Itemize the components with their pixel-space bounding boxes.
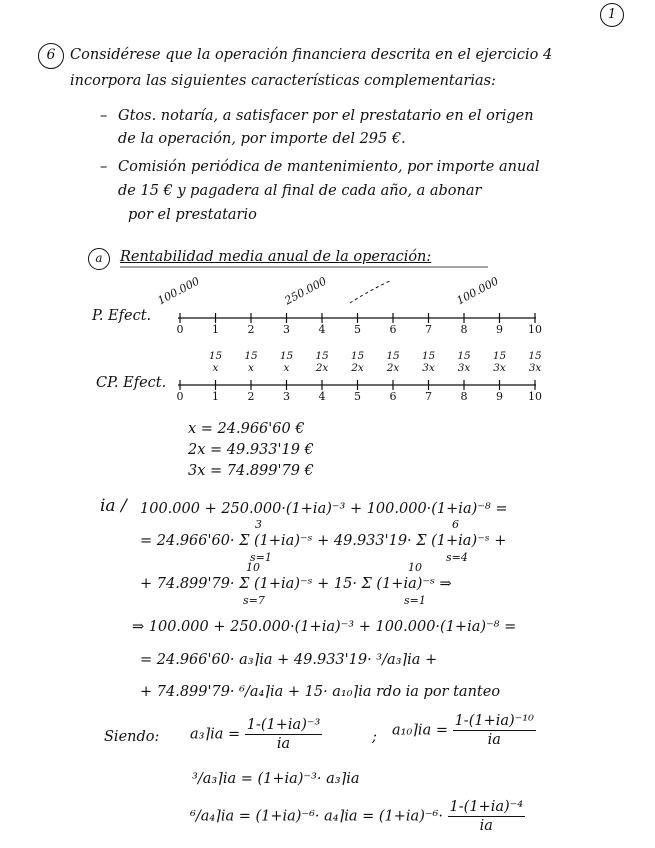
fee-amount: 15 — [279, 350, 294, 362]
timeline-2-tick-label: 9 — [496, 390, 503, 403]
payment-multiplier: 3x — [493, 362, 506, 374]
timeline-2-tick-label: 1 — [212, 390, 219, 403]
a3-lhs: a₃⌉ia = — [190, 726, 241, 743]
equation-line-5: = 24.966'60· a₃⌉ia + 49.933'19· ³/a₃⌉ia + — [140, 652, 438, 668]
fee-amount: 15 — [421, 350, 436, 362]
part-a-marker: a — [88, 248, 110, 270]
d6-numerator: 1-(1+ia)⁻⁴ — [449, 799, 524, 815]
timeline-2-label: CP. Efect. — [96, 375, 167, 391]
fee-amount: 15 — [386, 350, 400, 362]
sum-4-bottom: s=1 — [404, 594, 426, 607]
siendo-label: Siendo: — [104, 729, 160, 745]
payment-multiplier: 2x — [315, 362, 329, 374]
timeline-2-tick-label: 6 — [389, 390, 397, 403]
bullet-dash: – — [100, 108, 108, 124]
bullet-2-line-3: por el prestatario — [128, 207, 257, 223]
timeline-2-tick-label: 4 — [318, 390, 326, 403]
timeline-2-tick-label: 3 — [283, 390, 290, 403]
a10-lhs: a₁₀⌉ia = — [392, 722, 448, 739]
timeline-2-tick-label: 2 — [247, 390, 255, 403]
bullet-1-line-1: Gtos. notaría, a satisfacer por el prestatario en el origen — [118, 108, 534, 124]
fee-amount: 15 — [528, 350, 542, 362]
payment-multiplier: 3x — [457, 362, 471, 374]
value-x: x = 24.966'60 € — [188, 421, 305, 437]
bullet-dash: – — [100, 159, 108, 175]
payment-multiplier: x — [248, 362, 254, 374]
a10-denominator: ia — [487, 732, 501, 748]
d6-denominator: ia — [479, 818, 493, 834]
sum-1-top: 3 — [255, 518, 262, 531]
value-3x: 3x = 74.899'79 € — [188, 463, 314, 479]
sum-3-top: 10 — [246, 561, 260, 574]
a3-numerator: 1-(1+ia)⁻³ — [246, 717, 321, 733]
timeline-2-tick-label: 5 — [354, 390, 361, 403]
fee-amount: 15 — [350, 350, 365, 362]
timeline-1-tick-label: 3 — [283, 323, 290, 336]
timeline-1-tick-label: 9 — [496, 323, 503, 336]
payment-multiplier: x — [283, 362, 290, 374]
part-a-title: Rentabilidad media anual de la operación: — [120, 249, 432, 265]
equation-line-4: ⇒ 100.000 + 250.000·(1+ia)⁻³ + 100.000·(1+ia)⁻⁸ = — [132, 619, 517, 635]
payment-multiplier: x — [212, 362, 219, 374]
equation-line-6: + 74.899'79· ⁶/a₄⌉ia + 15· a₁₀⌉ia rdo ia por tanteo — [140, 684, 501, 700]
sum-3-bottom: s=7 — [243, 594, 265, 607]
timeline-1-amount-8: 100.000 — [454, 274, 501, 308]
payment-multiplier: 3x — [422, 362, 435, 374]
payment-multiplier: 3x — [528, 362, 542, 374]
dashed-curve — [350, 280, 392, 303]
problem-number: 6 — [38, 43, 64, 69]
timeline-1-tick-label: 1 — [212, 323, 219, 336]
bullet-2-line-2: de 15 € y pagadera al final de cada año, a abonar — [118, 183, 482, 199]
timeline-1-tick-label: 10 — [528, 323, 542, 336]
equation-line-2: = 24.966'60· Σ (1+ia)⁻ˢ + 49.933'19· Σ (1+ia)⁻ˢ + — [140, 533, 507, 549]
deferred-3: ³/a₃⌉ia = (1+ia)⁻³· a₃⌉ia — [192, 771, 360, 787]
equation-lead: ia / — [100, 496, 127, 516]
timeline-1-tick-label: 4 — [318, 323, 326, 336]
payment-multiplier: 2x — [386, 362, 400, 374]
timeline-2-tick-label: 8 — [460, 390, 468, 403]
timeline-1-tick-label: 5 — [354, 323, 361, 336]
a3-denominator: ia — [276, 736, 291, 752]
d6-lhs: ⁶/a₄⌉ia = (1+ia)⁻⁶· a₄⌉ia = (1+ia)⁻⁶· — [190, 808, 443, 825]
timeline-1-tick-label: 8 — [460, 323, 468, 336]
fee-amount: 15 — [492, 350, 507, 362]
timeline-1-tick-label: 6 — [389, 323, 397, 336]
timeline-2-tick-label: 10 — [528, 390, 542, 403]
page-number: 1 — [600, 3, 624, 27]
timeline-2-tick-label: 7 — [425, 390, 432, 403]
equation-line-1: 100.000 + 250.000·(1+ia)⁻³ + 100.000·(1+ia)⁻⁸ = — [140, 501, 508, 517]
fee-amount: 15 — [457, 350, 471, 362]
intro-line-2: incorpora las siguientes características complementarias: — [70, 73, 496, 89]
timeline-1-tick-label: 2 — [247, 323, 255, 336]
payment-multiplier: 2x — [351, 362, 364, 374]
intro-line-1: Considérese que la operación financiera descrita en el ejercicio 4 — [70, 47, 553, 63]
fee-amount: 15 — [315, 350, 329, 362]
timeline-1-amount-3: 250.000 — [282, 274, 329, 308]
sum-4-top: 10 — [408, 561, 422, 574]
bullet-1-line-2: de la operación, por importe del 295 €. — [118, 131, 406, 147]
sum-2-bottom: s=4 — [446, 551, 468, 564]
sum-1-bottom: s=1 — [250, 551, 272, 564]
fee-amount: 15 — [244, 350, 258, 362]
value-2x: 2x = 49.933'19 € — [188, 442, 314, 458]
timeline-1-tick-label: 0 — [176, 323, 184, 336]
bullet-2-line-1: Comisión periódica de mantenimiento, por importe anual — [118, 159, 540, 175]
separator: ; — [372, 729, 377, 745]
a10-numerator: 1-(1+ia)⁻¹⁰ — [454, 713, 534, 729]
timeline-1-amount-0: 100.000 — [155, 274, 202, 308]
timeline-2-tick-label: 0 — [176, 390, 184, 403]
sum-2-top: 6 — [452, 518, 459, 531]
fee-amount: 15 — [208, 350, 223, 362]
equation-line-3: + 74.899'79· Σ (1+ia)⁻ˢ + 15· Σ (1+ia)⁻ˢ ⇒ — [140, 576, 452, 592]
timeline-1-tick-label: 7 — [425, 323, 432, 336]
timeline-1-label: P. Efect. — [92, 308, 152, 324]
